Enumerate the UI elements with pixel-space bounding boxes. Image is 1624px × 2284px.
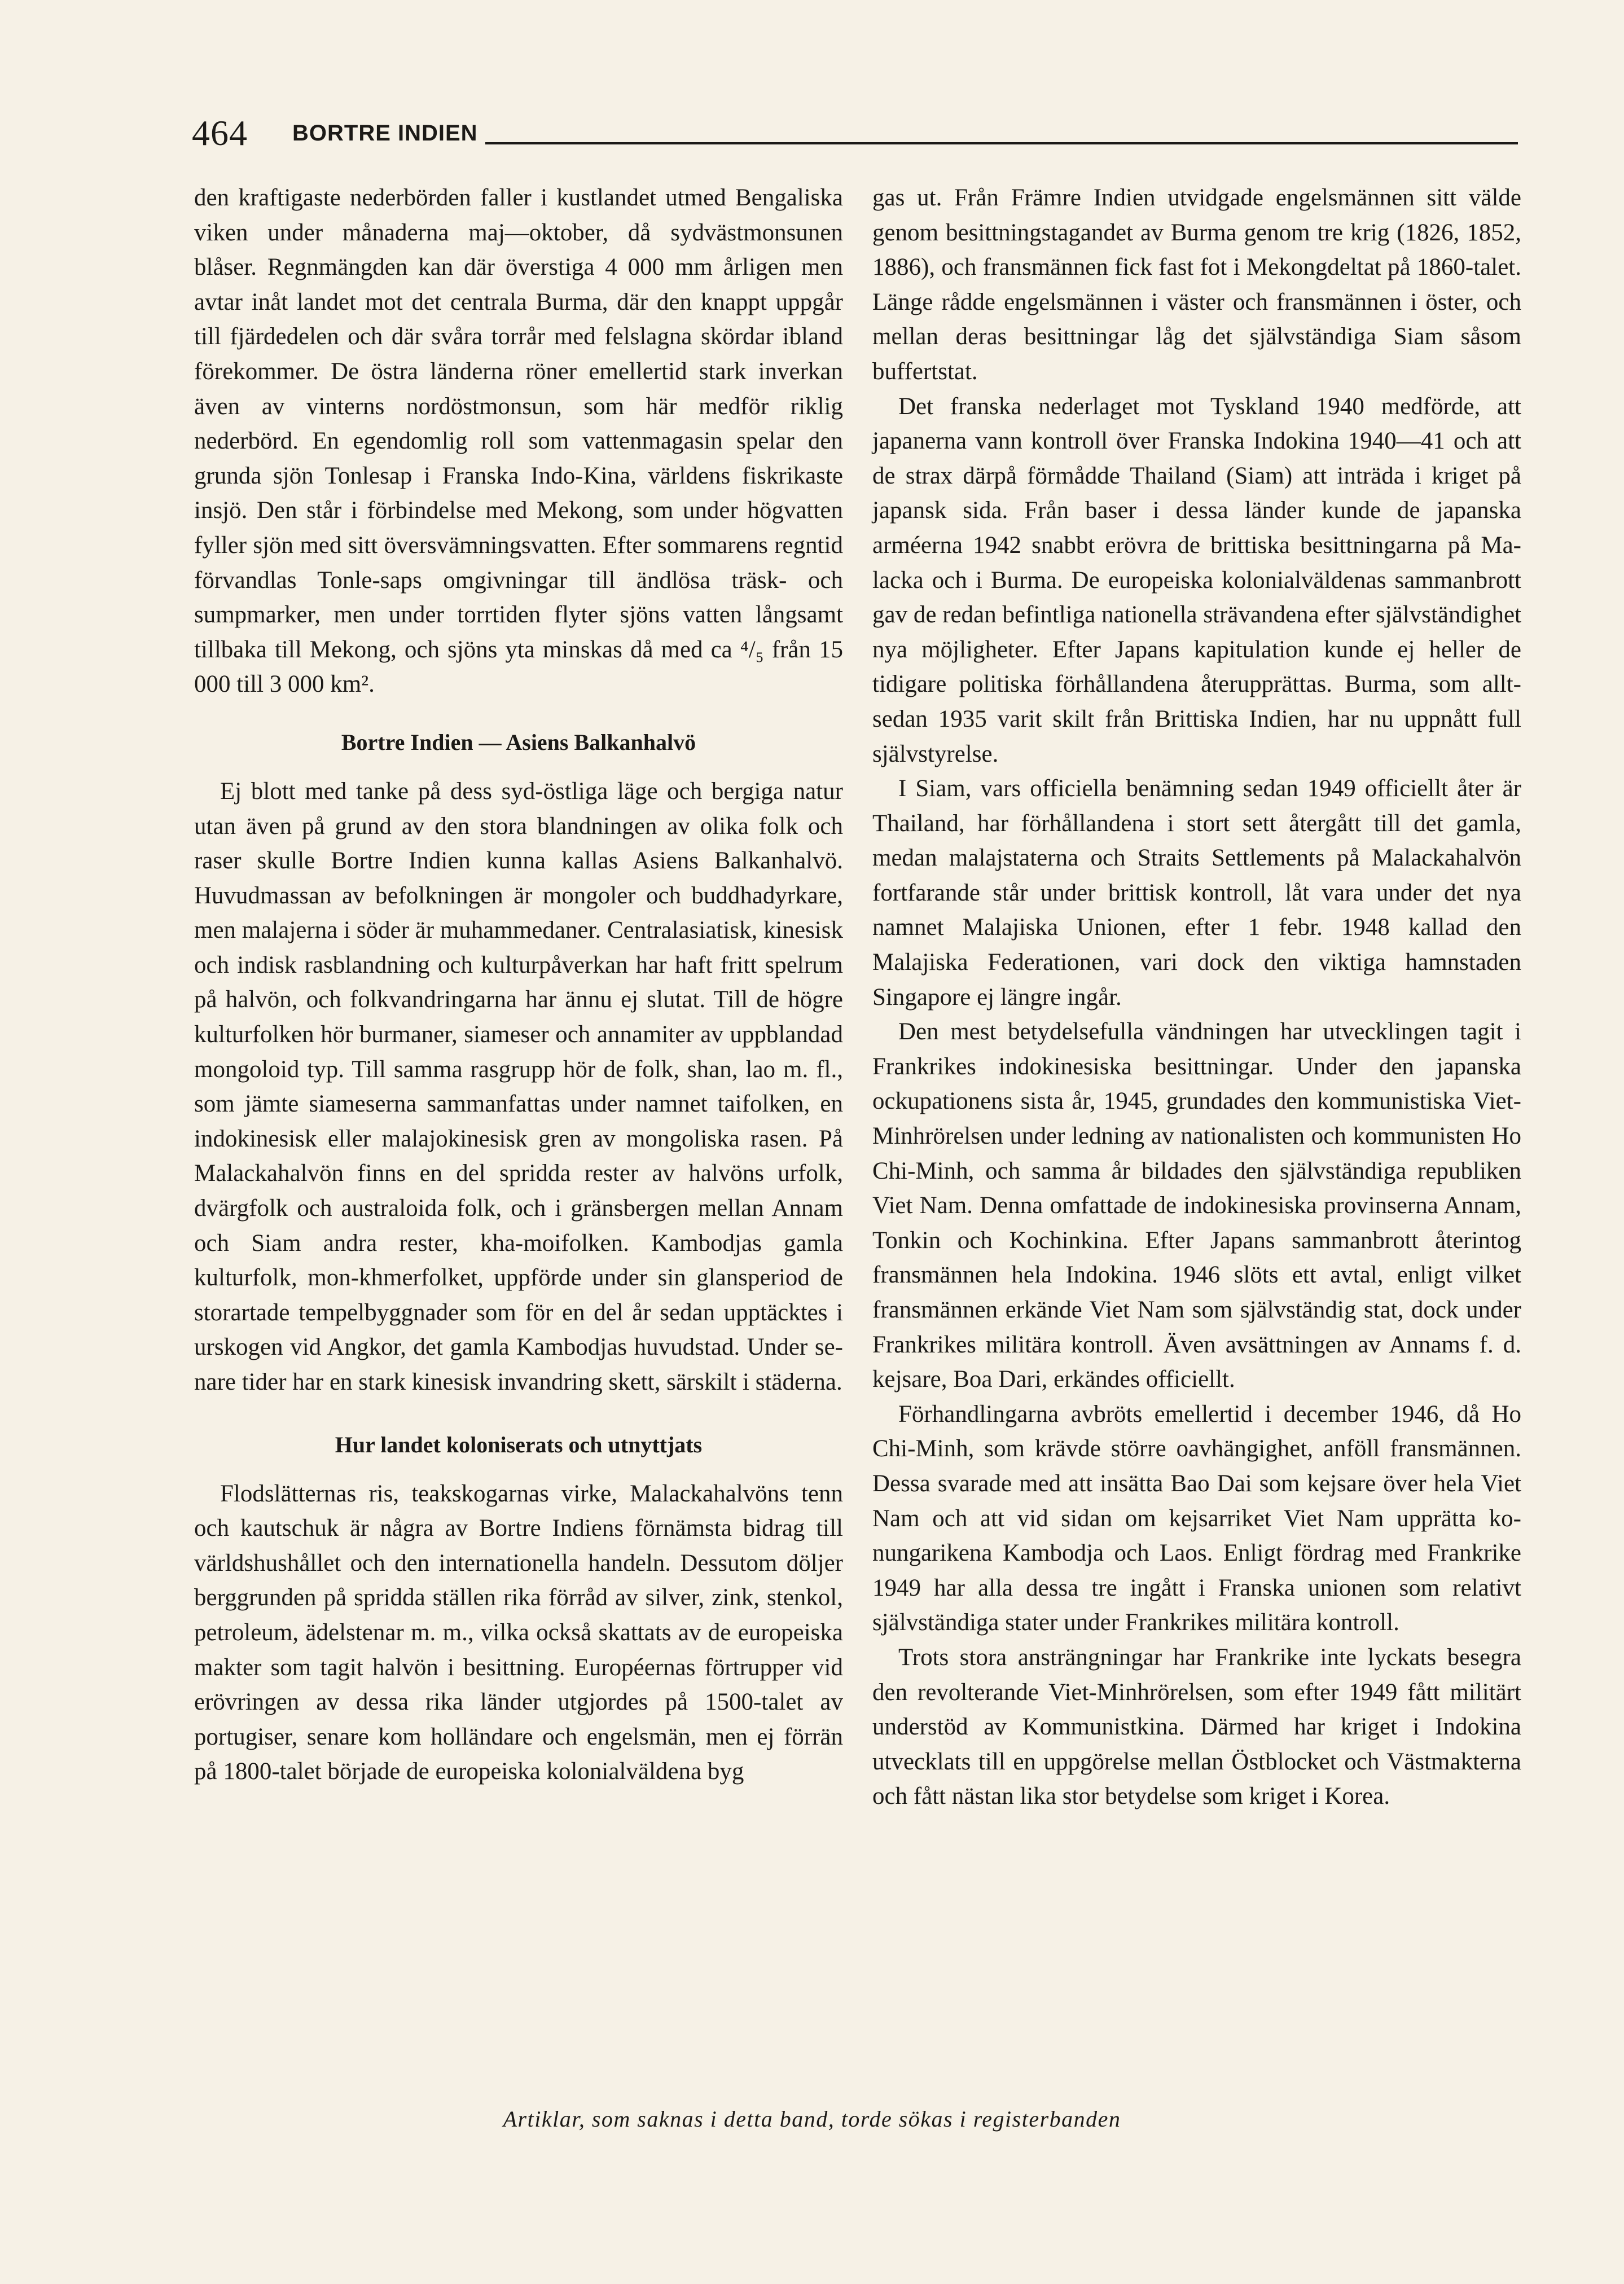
left-column — [194, 181, 843, 1789]
paragraph: Trots stora ansträngningar har Frankrike inte lyckats besegra den revolterande Viet-Minhrörelsen, som efter 1949 fått militärt understöd av Kommunistkina. Därmed har kriget i Indokina utvecklats till en uppgörelse mellan Östblocket och Västmakterna och fått nästan lika stor betydelse som kriget i Korea. — [872, 1644, 1521, 1810]
footer-note: Artiklar, som saknas i detta band, torde sökas i registerbanden — [503, 2106, 1121, 2132]
paragraph: Flodslätternas ris, teakskogarnas virke, Malackahalvöns tenn och kautschuk är några av Bortre Indiens förnämsta bidrag till världshushållet och den internationella handeln. Dessutom döljer berggrunden på spridda ställen rika förråd av silver, zink, stenkol, petroleum, ädelstenar m. m., vilka också skattats av de europeiska makter som tagit halvön i besittning. Européernas förtrupper vid erövringen av dessa rika länder utgjordes på 1500-talet av portugiser, senare kom holländare och engelsmän, men ej förrän på 1800-talet började de europeiska kolonialväldena byg — [194, 1480, 843, 1785]
paragraph: gas ut. Från Främre Indien utvidgade engelsmännen sitt välde genom besittningstagandet av Burma genom tre krig (1826, 1852, 1886), och fransmännen fick fast fot i Mekongdeltat på 1860-talet. Länge rådde engelsmännen i väster och fransmännen i öster, och mellan deras besittningar låg det självständiga Siam såsom buffertstat. — [872, 185, 1521, 385]
running-head: BORTRE INDIEN — [292, 121, 478, 146]
page-number: 464 — [192, 113, 248, 153]
paragraph: den kraftigaste nederbörden faller i kustlandet utmed Bengaliska viken under månaderna maj—oktober, då sydvästmonsunen blåser. Regnmängden kan där överstiga 4 000 mm årligen men avtar inåt landet mot det centrala Burma, där den knappt uppgår till fjärdedelen och där svåra torrår med felslagna skördar ibland förekommer. De östra länderna röner emellertid stark inverkan även av vinterns nordöstmonsun, som här medför riklig nederbörd. En egendomlig roll som vattenmagasin spelar den grunda sjön Tonlesap i Franska Indo-Kina, världens fiskrikaste insjö. Den står i förbindelse med Mekong, som under högvatten fyller sjön med sitt översvämningsvatten. Efter sommarens regntid förvandlas Tonle-saps omgivningar till ändlösa träsk- och sumpmarker, men under torrtiden flyter sjöns vatten långsamt tillbaka till Mekong, och sjöns yta minskas då med ca ⁴/₅ från 15 000 till 3 000 km². — [194, 185, 843, 698]
right-column — [872, 181, 1521, 1814]
paragraph: Ej blott med tanke på dess syd-östliga läge och bergiga natur utan även på grund av den stora blandningen av olika folk och raser skulle Bortre Indien kunna kallas Asiens Balkanhalvö. Huvudmassan av befolkningen är mongoler och buddhadyrkare, men malajerna i söder är muhammedaner. Centralasiatisk, kinesisk och indisk rasblandning och kulturpåverkan har haft fritt spelrum på halvön, och folkvandringarna har ännu ej slutat. Till de högre kulturfolken hör burmaner, siameser och annamiter av uppblandad mongoloid typ. Till samma rasgrupp hör de folk, shan, lao m. fl., som jämte siameserna sammanfattas under namnet taifolken, en indokinesisk eller malajokinesisk gren av mongoliska rasen. På Malackahalvön finns en del spridda rester av halvöns urfolk, dvärgfolk och australoida folk, och i gränsbergen mellan Annam och Siam andra rester, kha-moifolken. Kambodjas gamla kulturfolk, mon-khmerfolket, uppförde under sin glansperiod de storartade tempelbyggnader som för en del år sedan upptäcktes i urskogen vid Angkor, det gamla Kambodjas huvudstad. Under senare tider har en stark kinesisk invandring skett, särskilt i städerna. — [194, 778, 843, 1395]
paragraph: Det franska nederlaget mot Tyskland 1940 medförde, att japanerna vann kontroll över Franska Indokina 1940—41 och att de strax därpå förmådde Thailand (Siam) att inträda i kriget på japansk sida. Från baser i dessa länder kunde de japanska arméerna 1942 snabbt erövra de brittiska besittningarna på Malacka och i Burma. De europeiska kolonialväldenas sammanbrott gav de redan befintliga nationella strävandena efter självständighet nya möjligheter. Efter Japans kapitulation kunde ej heller de tidigare politiska förhållandena återupprättas. Burma, som alltsedan 1935 varit skilt från Brittiska Indien, har nu uppnått full självstyrelse. — [872, 393, 1521, 767]
page-header — [192, 111, 1518, 156]
paragraph: I Siam, vars officiella benämning sedan 1949 officiellt åter är Thailand, har förhållandena i stort sett återgått till det gamla, medan malajstaterna och Straits Settlements på Malackahalvön fortfarande står under brittisk kontroll, låt vara under det nya namnet Malajiska Unionen, efter 1 febr. 1948 kallad den Malajiska Federationen, vari dock den viktiga hamnstaden Singapore ej längre ingår. — [872, 775, 1521, 1011]
paragraph: Förhandlingarna avbröts emellertid i december 1946, då Ho Chi-Minh, som krävde större oavhängighet, anföll fransmännen. Dessa svarade med att insätta Bao Dai som kejsare över hela Viet Nam och att vid sidan om kejsarriket Viet Nam upprätta konungarikena Kambodja och Laos. Enligt fördrag med Frankrike 1949 har alla dessa tre ingått i Franska unionen som relativt självständiga stater under Frankrikes militära kontroll. — [872, 1400, 1521, 1636]
header-rule — [485, 142, 1518, 144]
section-heading: Hur landet koloniserats och utnyttjats — [335, 1431, 703, 1457]
paragraph: Den mest betydelsefulla vändningen har utvecklingen tagit i Frankrikes indokinesiska besittningar. Under den japanska ockupationens sista år, 1945, grundades den kommunistiska Viet-Minhrörelsen under ledning av nationalisten och kommunisten Ho Chi-Minh, och samma år bildades den självständiga republiken Viet Nam. Denna omfattade de indokinesiska provinserna Annam, Tonkin och Kochinkina. Efter Japans sammanbrott återintog fransmännen hela Indokina. 1946 slöts ett avtal, enligt vilket fransmännen erkände Viet Nam som självständig stat, dock under Frankrikes militära kontroll. Även avsättningen av Annams f. d. kejsare, Boa Dari, erkändes officiellt. — [872, 1018, 1521, 1393]
section-heading: Bortre Indien — Asiens Balkanhalvö — [341, 729, 696, 755]
